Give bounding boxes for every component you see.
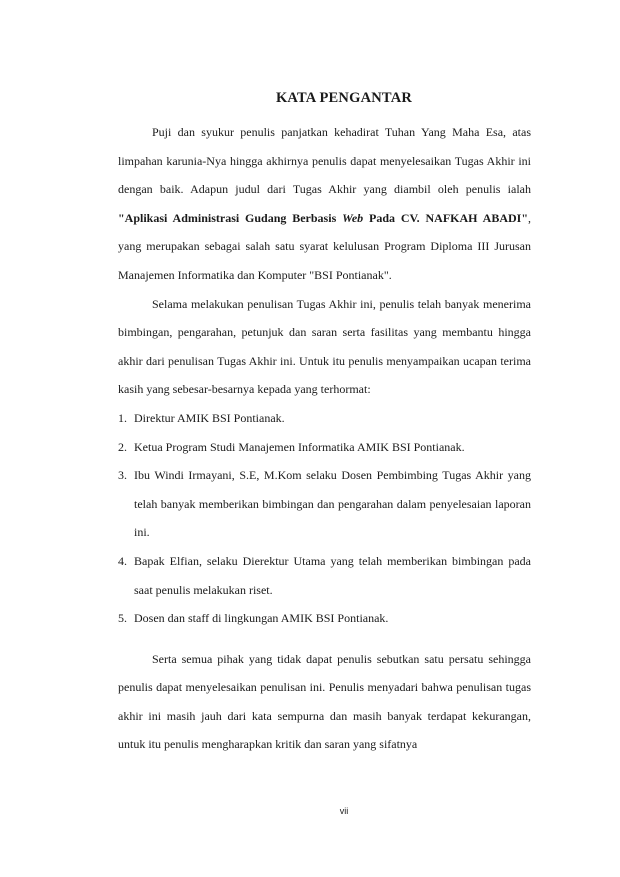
acknowledgement-list — [118, 404, 531, 633]
page-title: KATA PENGANTAR — [275, 90, 413, 106]
list-item: 4. Bapak Elfian, selaku Dierektur Utama yang telah memberikan bimbingan pada saat penulis melakukan riset. — [118, 553, 531, 597]
list-item: 2. Ketua Program Studi Manajemen Informatika AMIK BSI Pontianak. — [118, 439, 465, 454]
intro-text-end: , yang merupakan sebagai salah satu syarat kelulusan Program Diploma III Jurusan Manajemen Informatika dan Komputer "BSI Pontianak". — [118, 210, 531, 282]
spacer — [118, 633, 531, 645]
thesis-title: "Aplikasi Administrasi Gudang Berbasis Web Pada CV. NAFKAH ABADI" — [118, 210, 528, 225]
page-number: vii — [339, 806, 349, 816]
intro-text: Puji dan syukur penulis panjatkan kehadirat Tuhan Yang Maha Esa, atas limpahan karunia-Nya hingga akhirnya penulis dapat menyelesaikan Tugas Akhir ini dengan baik. Adapun judul dari Tugas Akhir yang diambil oleh penulis ialah — [118, 125, 531, 197]
document-body — [118, 118, 531, 759]
list-item: 1. Direktur AMIK BSI Pontianak. — [118, 410, 285, 425]
list-item: 3. Ibu Windi Irmayani, S.E, M.Kom selaku Dosen Pembimbing Tugas Akhir yang telah banyak memberikan bimbingan dan pengarahan dalam penyelesaian laporan ini. — [118, 468, 531, 540]
paragraph-thanks: Selama melakukan penulisan Tugas Akhir ini, penulis telah banyak menerima bimbingan, pengarahan, petunjuk dan saran serta fasilitas yang membantu hingga akhir dari penulisan Tugas Akhir ini. Untuk itu penulis menyampaikan ucapan terima kasih yang sebesar-besarnya kepada yang terhormat: — [118, 296, 531, 397]
paragraph-intro — [118, 118, 531, 290]
list-item: 5. Dosen dan staff di lingkungan AMIK BSI Pontianak. — [118, 611, 389, 626]
paragraph-closing: Serta semua pihak yang tidak dapat penulis sebutkan satu persatu sehingga penulis dapat menyelesaikan penulisan ini. Penulis menyadari bahwa penulisan tugas akhir ini masih jauh dari kata sempurna dan masih banyak terdapat kekurangan, untuk itu penulis mengharapkan kritik dan saran yang sifatnya — [118, 651, 531, 752]
